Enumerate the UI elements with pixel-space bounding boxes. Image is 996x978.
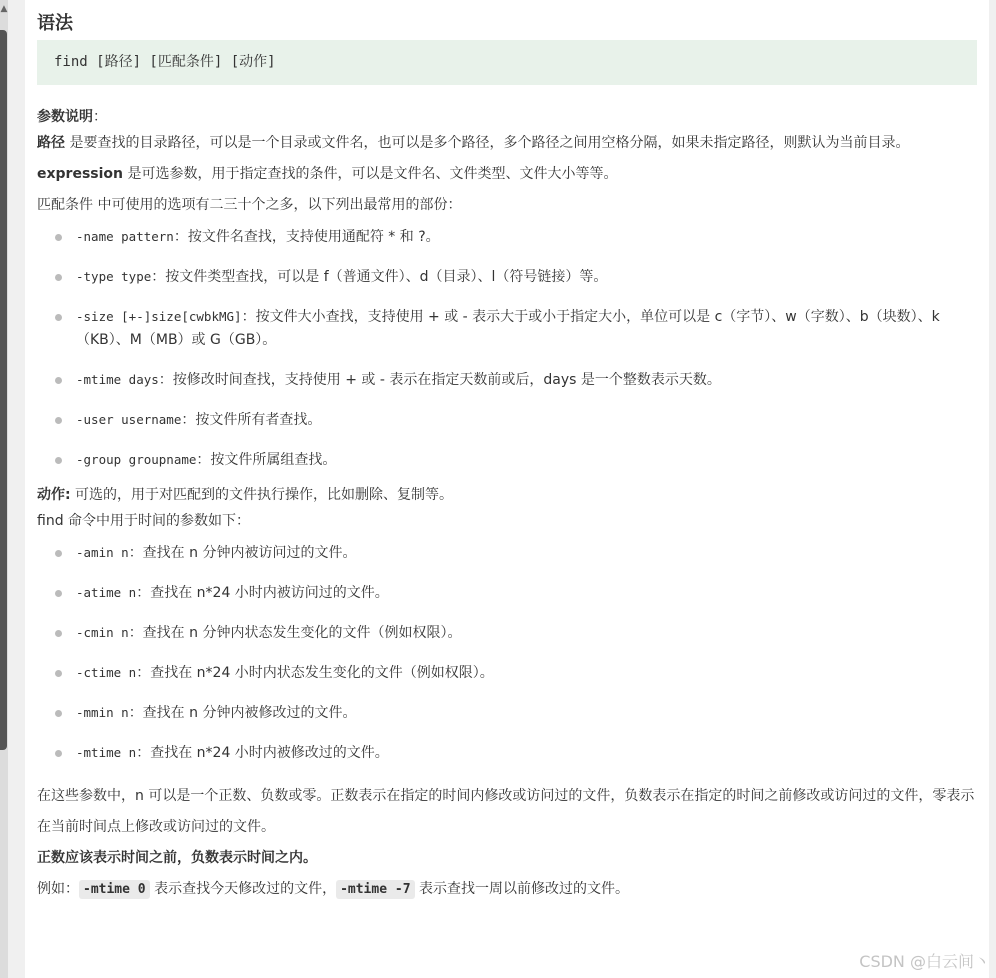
option-text: ：查找在 n 分钟内状态发生变化的文件（例如权限）。 — [128, 625, 462, 641]
list-item — [37, 581, 977, 605]
option-text: ：查找在 n*24 小时内被访问过的文件。 — [136, 585, 389, 601]
option-text: ：按文件所有者查找。 — [181, 412, 322, 428]
option-code: -group groupname — [76, 452, 197, 467]
time-params-intro: find 命令中用于时间的参数如下： — [37, 513, 251, 529]
time-options-list — [37, 541, 977, 765]
list-item — [37, 305, 977, 352]
option-code: -name pattern — [76, 229, 174, 244]
action-key: 动作: — [37, 487, 71, 503]
path-key: 路径 — [37, 135, 65, 151]
option-text: ：按文件所属组查找。 — [196, 452, 337, 468]
option-text: ：查找在 n 分钟内被修改过的文件。 — [128, 705, 357, 721]
example-suffix: 表示查找一周以前修改过的文件。 — [414, 881, 629, 897]
params-heading-label: 参数说明 — [37, 109, 93, 125]
expression-description — [37, 159, 977, 190]
list-item — [37, 741, 977, 765]
option-text: ：查找在 n*24 小时内状态发生变化的文件（例如权限）。 — [136, 665, 494, 681]
code-block — [37, 40, 977, 85]
action-description — [37, 484, 977, 506]
match-options-list — [37, 225, 977, 472]
scrollbar-thumb[interactable] — [0, 30, 7, 750]
option-code: -size [+-]size[cwbkMG] — [76, 309, 242, 324]
option-code: -user username — [76, 412, 182, 427]
params-heading — [37, 106, 977, 128]
option-code: -mtime days — [76, 372, 159, 387]
option-text: ：按文件类型查找，可以是 f（普通文件）、d（目录）、l（符号链接）等。 — [151, 269, 608, 285]
option-text: ：按文件大小查找，支持使用 + 或 - 表示大于或小于指定大小，单位可以是 c（字节）、w（字数）、b（块数）、k（KB）、M（MB）或 G（GB）。 — [76, 309, 940, 348]
emphasis-paragraph: 正数应该表示时间之前，负数表示时间之内。 — [37, 850, 317, 866]
scroll-up-icon[interactable]: ▲ — [0, 4, 8, 14]
example-prefix: 例如： — [37, 881, 79, 897]
inline-code-mtime-0: -mtime 0 — [79, 880, 150, 899]
action-text: 可选的，用于对匹配到的文件执行操作，比如删除、复制等。 — [70, 487, 454, 503]
n-explanation-paragraph: 在这些参数中，n 可以是一个正数、负数或零。正数表示在指定的时间内修改或访问过的文件，负数表示在指定的时间之前修改或访问过的文件，零表示在当前时间点上修改或访问过的文件。 — [37, 788, 975, 835]
list-item — [37, 408, 977, 432]
option-text: ：查找在 n*24 小时内被修改过的文件。 — [136, 745, 389, 761]
expression-key: expression — [37, 166, 123, 182]
option-text: ：按修改时间查找，支持使用 + 或 - 表示在指定天数前或后，days 是一个整数表示天数。 — [158, 372, 721, 388]
inline-code-mtime-7: -mtime -7 — [336, 880, 414, 899]
path-description — [37, 128, 977, 159]
option-code: -cmin n — [76, 625, 129, 640]
csdn-watermark: CSDN @白云间丶 — [859, 952, 990, 971]
list-item — [37, 368, 977, 392]
code-line: find [路径] [匹配条件] [动作] — [54, 54, 276, 70]
option-text: ：查找在 n 分钟内被访问过的文件。 — [128, 545, 357, 561]
option-code: -mtime n — [76, 745, 137, 760]
option-code: -atime n — [76, 585, 137, 600]
option-text: ：按文件名查找，支持使用通配符 * 和 ?。 — [173, 229, 440, 245]
list-item — [37, 265, 977, 289]
option-code: -amin n — [76, 545, 129, 560]
example-mid: 表示查找今天修改过的文件， — [149, 881, 337, 897]
list-item — [37, 661, 977, 685]
example-paragraph — [37, 874, 977, 905]
option-code: -mmin n — [76, 705, 129, 720]
article-content — [25, 0, 989, 978]
expression-text: 是可选参数，用于指定查找的条件，可以是文件名、文件类型、文件大小等等。 — [123, 166, 618, 182]
section-heading: 语法 — [37, 13, 73, 34]
list-item — [37, 448, 977, 472]
options-intro: 匹配条件 中可使用的选项有二三十个之多，以下列出最常用的部份： — [37, 197, 462, 213]
list-item — [37, 701, 977, 725]
path-text: 是要查找的目录路径，可以是一个目录或文件名，也可以是多个路径，多个路径之间用空格分隔，如果未指定路径，则默认为当前目录。 — [65, 135, 910, 151]
list-item — [37, 225, 977, 249]
list-item — [37, 621, 977, 645]
list-item — [37, 541, 977, 565]
option-code: -ctime n — [76, 665, 137, 680]
option-code: -type type — [76, 269, 152, 284]
params-heading-suffix: ： — [93, 109, 107, 125]
scrollbar[interactable] — [0, 0, 8, 978]
